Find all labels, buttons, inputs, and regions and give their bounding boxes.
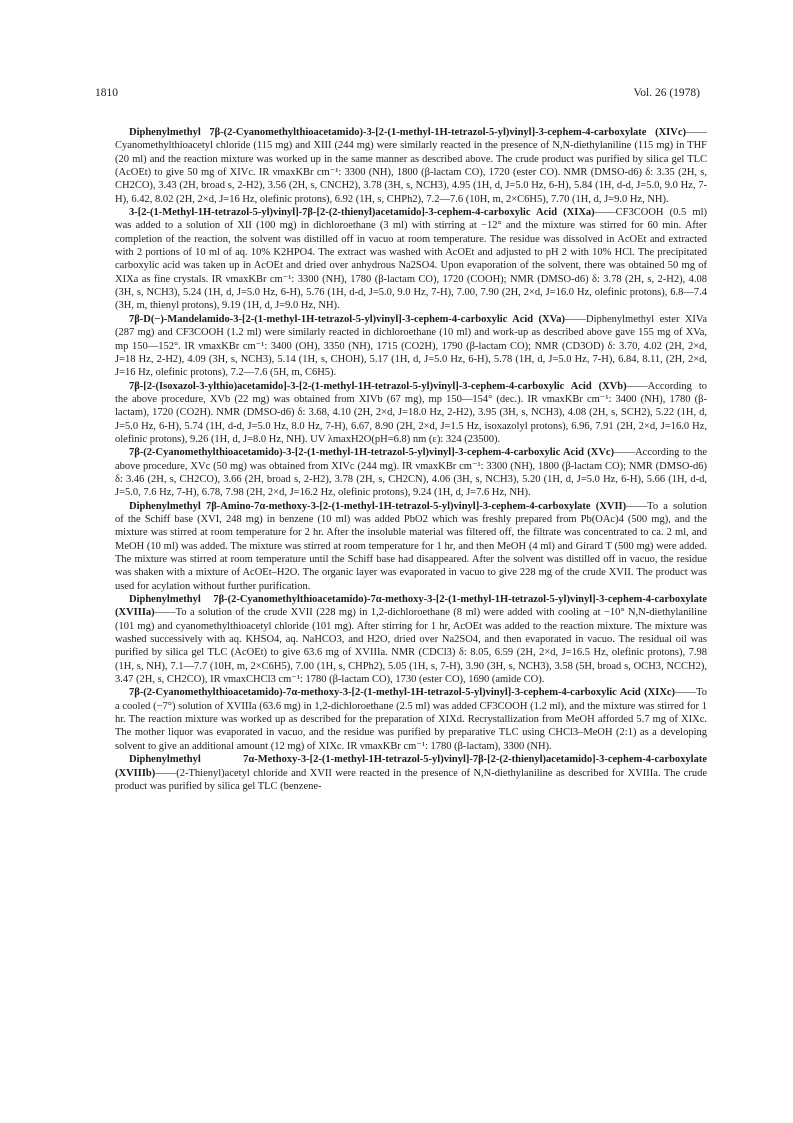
compound-title: Diphenylmethyl 7α-Methoxy-3-[2-(1-methyl-1H-tetrazol-5-yl)vinyl]-7β-[2-(2-thienyl)acetamido]-3-cephem-4-carboxylate (XVIIIb) [115,754,707,779]
compound-title: 7β-D(−)-Mandelamido-3-[2-(1-methyl-1H-tetrazol-5-yl)vinyl]-3-cephem-4-carboxylic Acid (XVa) [129,313,565,325]
paragraph-body: ——CF3COOH (0.5 ml) was added to a solution of XII (100 mg) in dichloroethane (3 ml) with stirring at −12° and the mixture was stirred for 60 min. After completion of the reaction, the solvent was distilled off in vacuo at room temperature. The residue was dissolved in AcOEt and extracted with 2 portions of 10 ml of aq. 10% K2HPO4. The extract was washed with AcOEt and adjusted to pH 2 with 10% HCl. The precipitated carboxylic acid was taken up in AcOEt and dried over anhydrous Na2SO4. Upon evaporation of the solvent, there was obtained 50 mg of XIXa as fine crystals. IR νmaxKBr cm⁻¹: 3300 (NH), 1780 (β-lactam CO), 1720 (COOH); NMR (DMSO-d6) δ: 3.78 (2H, s, 2-H2), 4.08 (3H, s, NCH3), 5.24 (1H, d, J=5.0 Hz, 6-H), 5.76 (1H, d-d, J=5.0, 9.0 Hz, 7-H), 7.00, 7.90 (2H, 2×d, J=16.0 Hz, olefinic protons), 6.8—7.4 (3H, m, thienyl protons), 9.19 (1H, d, J=9.0 Hz, NH). [115,207,707,312]
paragraph-xvb [115,380,707,447]
paragraph-xviiia [115,593,707,686]
paragraph-xixc [115,686,707,753]
compound-title: 3-[2-(1-Methyl-1H-tetrazol-5-yl)vinyl]-7β-[2-(2-thienyl)acetamido]-3-cephem-4-carboxylic Acid (XIXa) [129,207,595,219]
compound-title: Diphenylmethyl 7β-(2-Cyanomethylthioacetamido)-7α-methoxy-3-[2-(1-methyl-1H-tetrazol-5-yl)vinyl]-3-cephem-4-carboxylate (XVIIIa) [115,594,707,619]
paragraph-body: ——Diphenylmethyl ester XIVa (287 mg) and CF3COOH (1.2 ml) were similarly reacted in dichloroethane (10 ml) and work-up as described above gave 155 mg of XVa, mp 150—152°. IR νmaxKBr cm⁻¹: 3400 (OH), 3350 (NH), 1715 (CO2H), 1790 (β-lactam CO); NMR (CD3OD) δ: 3.70, 4.02 (2H, 2×d, J=18 Hz, 2-H2), 4.09 (3H, s, NCH3), 5.14 (1H, s, CHOH), 5.17 (1H, d, J=5.0 Hz, 6-H), 5.78 (1H, d, J=5.0 Hz, 7-H), 6.84, 8.11, (2H, 2×d, J=16 Hz, olefinic protons), 7.2—7.6 (5H, m, C6H5). [115,313,707,379]
paragraph-body: ——To a solution of the Schiff base (XVI, 248 mg) in benzene (10 ml) was added PbO2 which was freshly prepared from Pb(OAc)4 (500 mg), and the mixture was stirred at room temperature for 2 hr. After the insoluble material was filtered off, the filtrate was concentrated to ca. 2 ml, and MeOH (10 ml) was added. The mixture was stirred at room temperature for 1 hr, and then MeOH (4 ml) and Girard T (500 mg) were added. The mixture was stirred at room temperature until the Schiff base had disappeared. After the solvent was distilled off in vacuo, the residue was shaken with a mixture of AcOEt–H2O. The organic layer was evaporated in vacuo to give 228 mg of the crude XVII. The product was used for acylation without further purification. [115,500,707,592]
compound-title: 7β-[2-(Isoxazol-3-ylthio)acetamido]-3-[2-(1-methyl-1H-tetrazol-5-yl)vinyl]-3-cephem-4-carboxylic Acid (XVb) [129,380,627,392]
volume-label: Vol. 26 (1978) [633,87,700,99]
experimental-text [115,126,707,793]
paragraph-xva [115,313,707,380]
paragraph-xixa [115,206,707,313]
paragraph-body: ——To a cooled (−7°) solution of XVIIIa (63.6 mg) in 1,2-dichloroethane (2.5 ml) was added CF3COOH (1.2 ml), and the mixture was stirred for 1 hr. The reaction mixture was worked up as described for the preparation of XIXd. Recrystallization from MeOH afforded 5.7 mg of XIXc. The mother liquor was evaporated in vacuo, and the residue was purified by preparative TLC using CHCl3–MeOH (2:1) as a developing solvent to give an additional amount (12 mg) of XIXc. IR νmaxKBr cm⁻¹: 1780 (β-lactam), 3300 (NH). [115,687,707,752]
paragraph-body: ——(2-Thienyl)acetyl chloride and XVII were reacted in the presence of N,N-diethylaniline as described for XVIIIa. The crude product was purified by silica gel TLC (benzene- [115,767,707,792]
compound-title: Diphenylmethyl 7β-Amino-7α-methoxy-3-[2-(1-methyl-1H-tetrazol-5-yl)vinyl]-3-cephem-4-carboxylate (XVII) [129,500,627,512]
paragraph-body: ——To a solution of the crude XVII (228 mg) in 1,2-dichloroethane (8 ml) were added with cooling at −10° N,N-diethylaniline (101 mg) and cyanomethylthioacetyl chloride (101 mg). After stirring for 1 hr, AcOEt was added to the reaction mixture. The mixture was washed successively with aq. KHSO4, aq. NaHCO3, and H2O, dried over Na2SO4, and then evaporated in vacuo. The residual oil was purified by silica gel TLC (AcOEt) to give 63.6 mg of XVIIIa. NMR (CDCl3) δ: 8.05, 6.59 (2H, 2×d, J=16.5 Hz, olefinic protons), 7.98 (1H, s, NH), 7.1—7.7 (10H, m, 2×C6H5), 7.00 (1H, s, CHPh2), 5.05 (1H, s, 7-H), 3.90 (3H, s, NCH3), 3.58 (5H, broad s, OCH3, NCCH2), 3.47 (2H, s, CH2CO), IR νmaxCHCl3 cm⁻¹: 1780 (β-lactam CO), 1730 (ester CO), 1690 (amide CO). [115,607,707,686]
page-header [95,87,700,103]
paragraph-body: ——According to the above procedure, XVb (22 mg) was obtained from XIVb (67 mg), mp 150—154° (dec.). IR νmaxKBr cm⁻¹: 3400 (NH), 1780 (β-lactam), 1720 (CO2H). NMR (DMSO-d6) δ: 3.68, 4.10 (2H, 2×d, J=18.0 Hz, 2-H2), 3.95 (3H, s, NCH3), 4.08 (2H, s, SCH2), 5.22 (1H, d, J=5.0 Hz, 6-H), 5.74 (1H, d-d, J=5.0 Hz, 8.0 Hz, 7-H), 6.67, 8.90 (2H, 2×d, J=1.5 Hz, isoxazolyl protons), 6.96, 7.91 (2H, 2×d, J=16.0 Hz, olefinic protons), 9.26 (1H, d, J=8.0 Hz, NH). UV λmaxH2O(pH=6.8) nm (ε): 324 (23500). [115,380,707,445]
paragraph-body: ——Cyanomethylthioacetyl chloride (115 mg) and XIII (244 mg) were similarly reacted in the presence of N,N-diethylaniline (115 mg) in THF (20 ml) and the reaction mixture was worked up in the same manner as described above. The crude product was purified by silica gel TLC (AcOEt) to give 50 mg of XIVc. IR νmaxKBr cm⁻¹: 3300 (NH), 1800 (β-lactam CO), 1720 (ester CO). NMR (DMSO-d6) δ: 3.35 (2H, s, CH2CO), 3.43 (2H, broad s, 2-H2), 3.56 (2H, s, CNCH2), 3.78 (3H, s, NCH3), 4.95 (1H, d, J=5.0 Hz, 6-H), 5.84 (1H, d-d, J=5.0, 9.0 Hz, 7-H), 6.42, 8.02 (2H, 2×d, J=16 Hz, olefinic protons), 6.92 (1H, s, CHPh2), 7.2—7.6 (10H, m, 2×C6H5), 7.70 (1H, d, J=9.0 Hz, NH). [115,127,707,205]
paragraph-xviiib [115,753,707,793]
paragraph-body: ——According to the above procedure, XVc (50 mg) was obtained from XIVc (244 mg). IR νmaxKBr cm⁻¹: 3300 (NH), 1800 (β-lactam CO); NMR (DMSO-d6) δ: 3.46 (2H, s, CH2CO), 3.66 (2H, broad s, 2-H2), 3.78 (2H, s, CH2CN), 4.06 (3H, s, NCH3), 5.20 (1H, d, J=5.0 Hz, 6-H), 5.66 (1H, d-d, J=5.0, 7.6 Hz, 7-H), 6.78, 7.98 (2H, 2×d, J=16.2 Hz, olefinic protons), 9.24 (1H, d, J=7.6 Hz, NH). [115,447,708,499]
compound-title: 7β-(2-Cyanomethylthioacetamido)-7α-methoxy-3-[2-(1-methyl-1H-tetrazol-5-yl)vinyl]-3-cephem-4-carboxylic Acid (XIXc) [129,687,676,699]
paragraph-xivc [115,126,707,206]
page-number: 1810 [95,87,118,99]
paragraph-xvii [115,500,707,593]
compound-title: 7β-(2-Cyanomethylthioacetamido)-3-[2-(1-methyl-1H-tetrazol-5-yl)vinyl]-3-cephem-4-carboxylic Acid (XVc) [129,447,615,459]
paragraph-xvc [115,446,707,499]
compound-title: Diphenylmethyl 7β-(2-Cyanomethylthioacetamido)-3-[2-(1-methyl-1H-tetrazol-5-yl)vinyl]-3-cephem-4-carboxylate (XIVc) [129,127,686,138]
